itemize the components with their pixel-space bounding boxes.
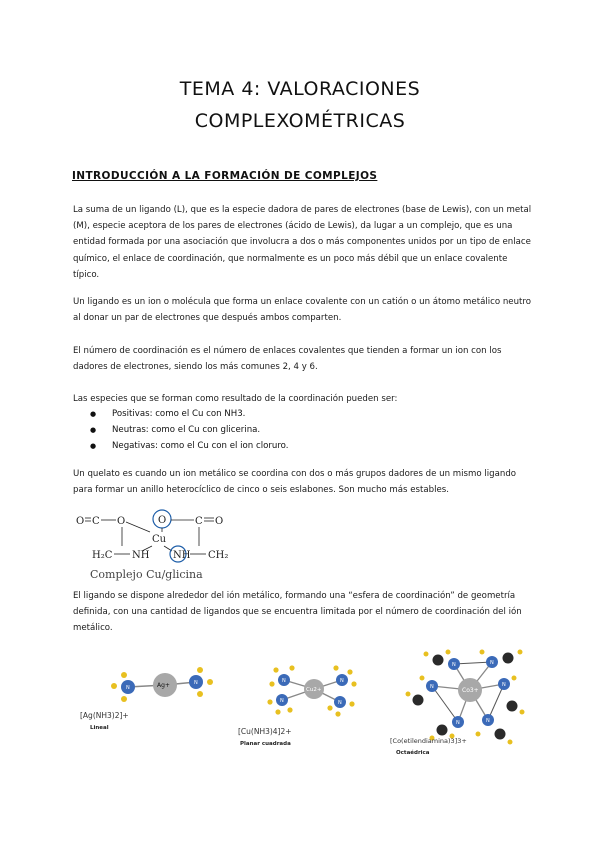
species-list — [90, 406, 289, 454]
metal-label-cu: Cu2+ — [306, 687, 322, 693]
atom-n: N — [490, 660, 494, 666]
atom-n: N — [280, 698, 284, 704]
complex-formula-cu: [Cu(NH3)4]2+ — [238, 727, 292, 736]
page-title-line-2: COMPLEXOMÉTRICAS — [194, 110, 406, 132]
paragraph-coordination-number: El número de coordinación es el número de enlaces covalentes que tienden a formar un ion con los dadores de electrones, siendo los más comunes 2, 4 y 6. — [73, 346, 502, 373]
figure-caption: Complejo Cu/glicina — [90, 568, 203, 581]
list-item: ● Positivas: como el Cu con NH3. — [90, 406, 289, 422]
atom-n: N — [456, 720, 460, 726]
paragraph-chelate: Un quelato es cuando un ion metálico se coordina con dos o más grupos dadores de un mismo ligando para formar un anillo heterocíclico de cinco o seis eslabones. Son mucho más estables. — [73, 469, 517, 496]
atom-o-center: O — [158, 515, 167, 526]
atom-n: N — [430, 684, 434, 690]
atom-ch2: CH₂ — [208, 550, 229, 561]
list-item: ● Neutras: como el Cu con glicerina. — [90, 422, 289, 438]
atom-n: N — [282, 678, 286, 684]
atom-nh-left: NH — [132, 550, 150, 561]
section-heading: INTRODUCCIÓN A LA FORMACIÓN DE COMPLEJOS — [72, 170, 378, 182]
octahedral-complex-figure — [388, 642, 528, 762]
paragraph-ligand-definition: Un ligando es un ion o molécula que forma un enlace covalente con un catión o un átomo metálico neutro al donar un par de electrones que después ambos comparten. — [73, 297, 531, 324]
metal-label-co: Co3+ — [462, 687, 479, 694]
atom-nh-right: NH — [173, 550, 191, 561]
atom-n: N — [338, 700, 342, 706]
atom-n: N — [502, 682, 506, 688]
atom-n: N — [194, 680, 198, 686]
atom-o-top-right: O — [215, 516, 224, 527]
paragraph-coordination-sphere: El ligando se dispone alrededor del ión metálico, formando una “esfera de coordinación” de geometría definida, con una cantidad de ligandos que se encuentra limitada por el número de coordinación del ión metálico. — [73, 591, 522, 634]
atom-n: N — [486, 718, 490, 724]
atom-cu-center: Cu — [152, 534, 167, 545]
atom-n: N — [340, 678, 344, 684]
paragraph-complex-definition: La suma de un ligando (L), que es la especie dadora de pares de electrones (base de Lewis), con un metal (M), especie aceptora de los pares de electrones (ácido de Lewis), da lugar a un complejo, que es una entidad formada por una asociación que involucra a dos o más componentes unidos por un tipo de enlace químico, el enlace de coordinación, que normalmente es un poco más débil que un enlace covalente típico. — [73, 205, 532, 280]
glycine-complex-figure — [72, 502, 242, 584]
square-planar-complex-figure — [234, 652, 374, 762]
atom-n: N — [126, 685, 130, 691]
complex-formula-ag: [Ag(NH3)2]+ — [80, 711, 129, 720]
atom-h2c: H₂C — [92, 550, 113, 561]
atom-c-right: C — [195, 516, 203, 527]
list-item: ● Negativas: como el Cu con el ion cloruro. — [90, 438, 289, 454]
atom-o-left: O — [117, 516, 126, 527]
page-title-line-1: TEMA 4: VALORACIONES — [179, 78, 421, 100]
metal-label-ag: Ag+ — [157, 682, 170, 689]
atom-c-left: C — [92, 516, 100, 527]
atom-o-top-left: O — [76, 516, 85, 527]
linear-complex-figure — [78, 660, 228, 770]
paragraph-species-intro: Las especies que se forman como resultado de la coordinación pueden ser: — [73, 394, 398, 404]
complex-geometry-cu: Planar cuadrada — [240, 741, 291, 747]
complex-geometry-ag: Lineal — [90, 725, 109, 731]
complex-geometry-co: Octaédrica — [396, 750, 430, 756]
complex-formula-co: [Co(etilendiamina)3]3+ — [390, 737, 467, 745]
atom-n: N — [452, 662, 456, 668]
